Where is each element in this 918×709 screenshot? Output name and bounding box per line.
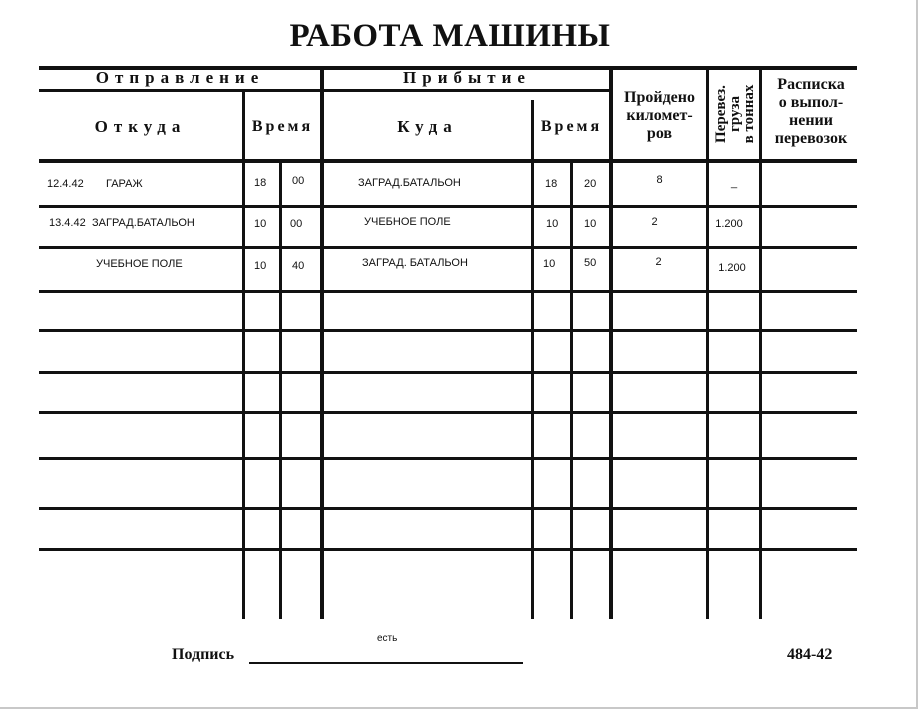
row1-departure-minute: 00 [292, 175, 305, 187]
col-divider-to-time [531, 100, 534, 619]
row1-arrival-hour: 18 [545, 178, 558, 190]
header-departure-time: Время [251, 118, 314, 135]
signature-value: есть [377, 633, 398, 644]
row2-cargo: 1.200 [715, 218, 743, 230]
row2-from: ЗАГРАД.БАТАЛЬОН [92, 217, 195, 229]
col-divider-departure-arrival [320, 70, 324, 619]
row1-from: ГАРАЖ [106, 178, 143, 190]
row2-arrival-hour: 10 [546, 218, 559, 230]
rule-row-8 [39, 507, 857, 510]
row1-arrival-minute: 20 [584, 178, 597, 190]
col-divider-km-cargo [706, 70, 709, 619]
signature-line [249, 662, 523, 664]
row2-km: 2 [651, 216, 658, 228]
header-km-line1: Пройдено [624, 89, 695, 106]
rule-row-9 [39, 548, 857, 551]
row1-cargo: _ [730, 177, 738, 189]
rule-header-bottom [39, 159, 857, 163]
rule-row-2 [39, 246, 857, 249]
header-km-line3: ров [646, 125, 673, 142]
row3-departure-minute: 40 [292, 260, 305, 272]
signature-label: Подпись [172, 646, 235, 663]
header-km [613, 89, 706, 143]
rule-row-4 [39, 329, 857, 332]
row1-km: 8 [656, 174, 663, 186]
header-receipt-line4: перевозок [774, 130, 848, 147]
row3-to: ЗАГРАД. БАТАЛЬОН [362, 257, 468, 269]
row3-arrival-hour: 10 [543, 258, 556, 270]
header-to: Куда [397, 117, 458, 136]
header-cargo [714, 70, 758, 158]
rule-row-1 [39, 205, 857, 208]
rule-row-5 [39, 371, 857, 374]
header-arrival-time: Время [540, 118, 603, 135]
header-cargo-line1: Перевез. [713, 85, 729, 143]
header-from: Откуда [94, 117, 187, 136]
row3-cargo: 1.200 [718, 262, 746, 274]
form-number: 484-42 [787, 646, 833, 663]
header-receipt-line3: нении [789, 112, 833, 129]
row2-arrival-minute: 10 [584, 218, 597, 230]
header-receipt-line2: о выпол- [778, 94, 844, 111]
rule-row-3 [39, 290, 857, 293]
header-departure: Отправление [95, 68, 265, 87]
row3-arrival-minute: 50 [584, 257, 597, 269]
header-arrival: Прибытие [403, 68, 531, 87]
row2-date: 13.4.42 [49, 217, 86, 229]
row1-to: ЗАГРАД.БАТАЛЬОН [358, 177, 461, 189]
row2-departure-minute: 00 [290, 218, 303, 230]
col-divider-from-time [242, 92, 245, 619]
row3-from: УЧЕБНОЕ ПОЛЕ [96, 258, 183, 270]
header-km-line2: километ- [626, 107, 693, 124]
header-cargo-line3: в тоннах [741, 84, 757, 144]
header-receipt [762, 76, 860, 148]
header-cargo-line2: груза [727, 96, 743, 132]
col-divider-arrival-km [609, 70, 613, 619]
col-divider-dep-minutes [279, 159, 282, 619]
header-receipt-line1: Расписка [777, 76, 845, 93]
row3-departure-hour: 10 [254, 260, 267, 272]
rule-subheader [39, 89, 611, 92]
rule-row-7 [39, 457, 857, 460]
form-title: РАБОТА МАШИНЫ [289, 18, 611, 54]
col-divider-arr-minutes [570, 159, 573, 619]
row2-to: УЧЕБНОЕ ПОЛЕ [364, 216, 451, 228]
row2-departure-hour: 10 [254, 218, 267, 230]
row3-km: 2 [655, 256, 662, 268]
row1-departure-hour: 18 [254, 177, 267, 189]
row1-date: 12.4.42 [47, 178, 84, 190]
rule-row-6 [39, 411, 857, 414]
col-divider-cargo-receipt [759, 70, 762, 619]
